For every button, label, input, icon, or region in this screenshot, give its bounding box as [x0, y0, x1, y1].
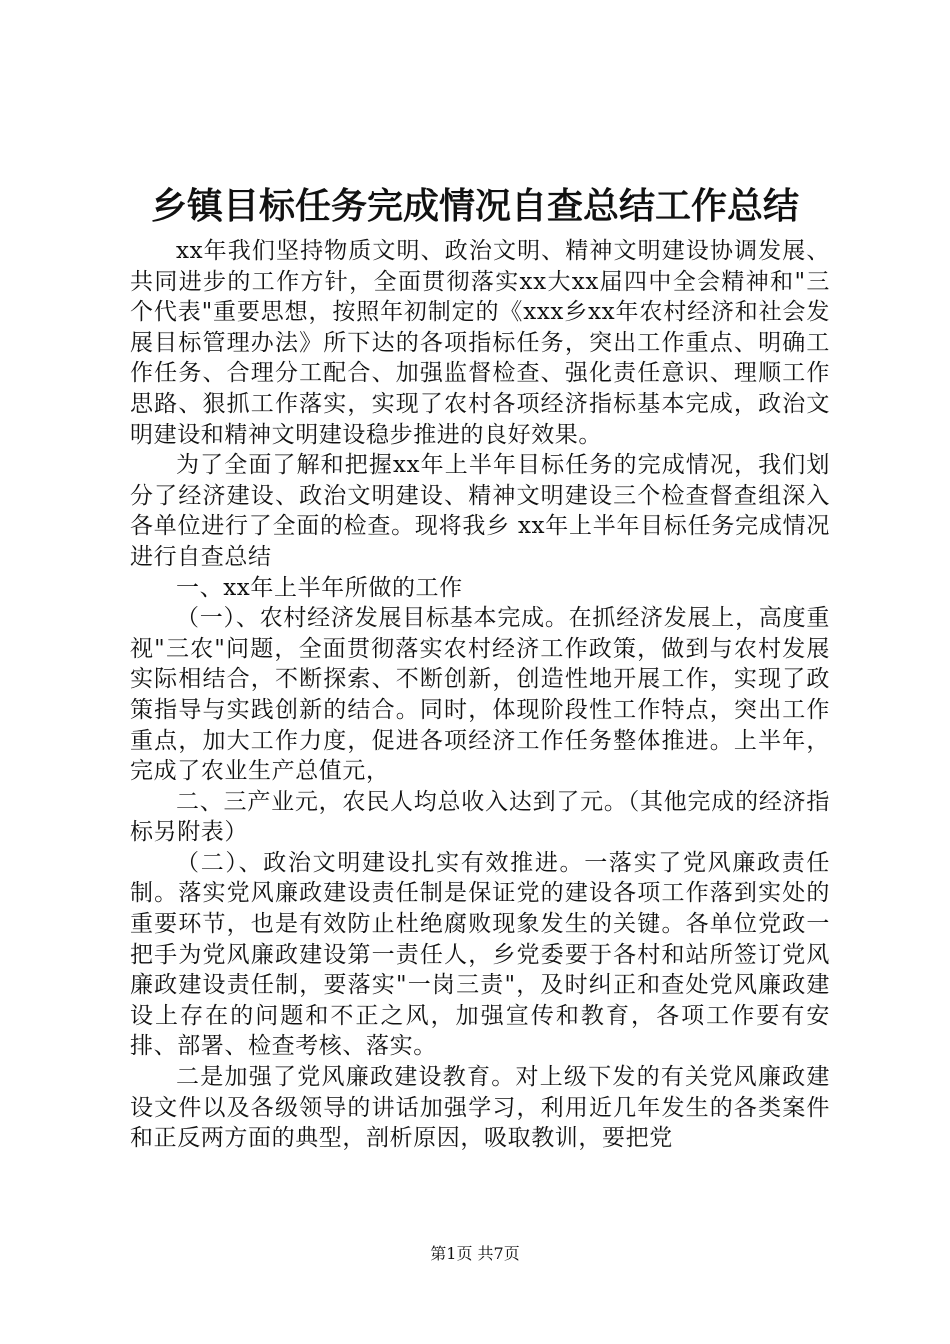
paragraph: 二、三产业元，农民人均总收入达到了元。（其他完成的经济指标另附表）	[130, 788, 830, 846]
paragraph: 为了全面了解和把握xx年上半年目标任务的完成情况，我们划分了经济建设、政治文明建设、精神文明建设三个检查督查组深入各单位进行了全面的检查。现将我乡 xx年上半年目标任务完成情况进行自查总结	[130, 452, 830, 570]
paragraph: xx年我们坚持物质文明、政治文明、精神文明建设协调发展、共同进步的工作方针，全面贯彻落实xx大xx届四中全会精神和"三个代表"重要思想，按照年初制定的《xxx乡xx年农村经济和社会发展目标管理办法》所下达的各项指标任务，突出工作重点、明确工作任务、合理分工配合、加强监督检查、强化责任意识、理顺工作思路、狠抓工作落实，实现了农村各项经济指标基本完成，政治文明建设和精神文明建设稳步推进的良好效果。	[130, 238, 830, 448]
paragraph: 二是加强了党风廉政建设教育。对上级下发的有关党风廉政建设文件以及各级领导的讲话加强学习，利用近几年发生的各类案件和正反两方面的典型，剖析原因，吸取教训，要把党	[130, 1064, 830, 1152]
document-body	[130, 236, 830, 1154]
paragraph: （二）、政治文明建设扎实有效推进。一落实了党风廉政责任制。落实党风廉政建设责任制是保证党的建设各项工作落到实处的重要环节，也是有效防止杜绝腐败现象发生的关键。各单位党政一把手为党风廉政建设第一责任人，乡党委要于各村和站所签订党风廉政建设责任制，要落实"一岗三责"，及时纠正和查处党风廉政建设上存在的问题和不正之风，加强宣传和教育，各项工作要有安排、部署、检查考核、落实。	[130, 849, 830, 1060]
paragraph: （一）、农村经济发展目标基本完成。在抓经济发展上，高度重视"三农"问题，全面贯彻落实农村经济工作政策，做到与农村发展实际相结合，不断探索、不断创新，创造性地开展工作，实现了政策指导与实践创新的结合。同时，体现阶段性工作特点，突出工作重点，加大工作力度，促进各项经济工作任务整体推进。上半年，完成了农业生产总值元，	[130, 605, 830, 785]
page-number-footer: 第1页 共7页	[430, 1244, 520, 1263]
section-heading: 一、xx年上半年所做的工作	[176, 574, 463, 601]
document-title: 乡镇目标任务完成情况自查总结工作总结	[150, 186, 799, 227]
